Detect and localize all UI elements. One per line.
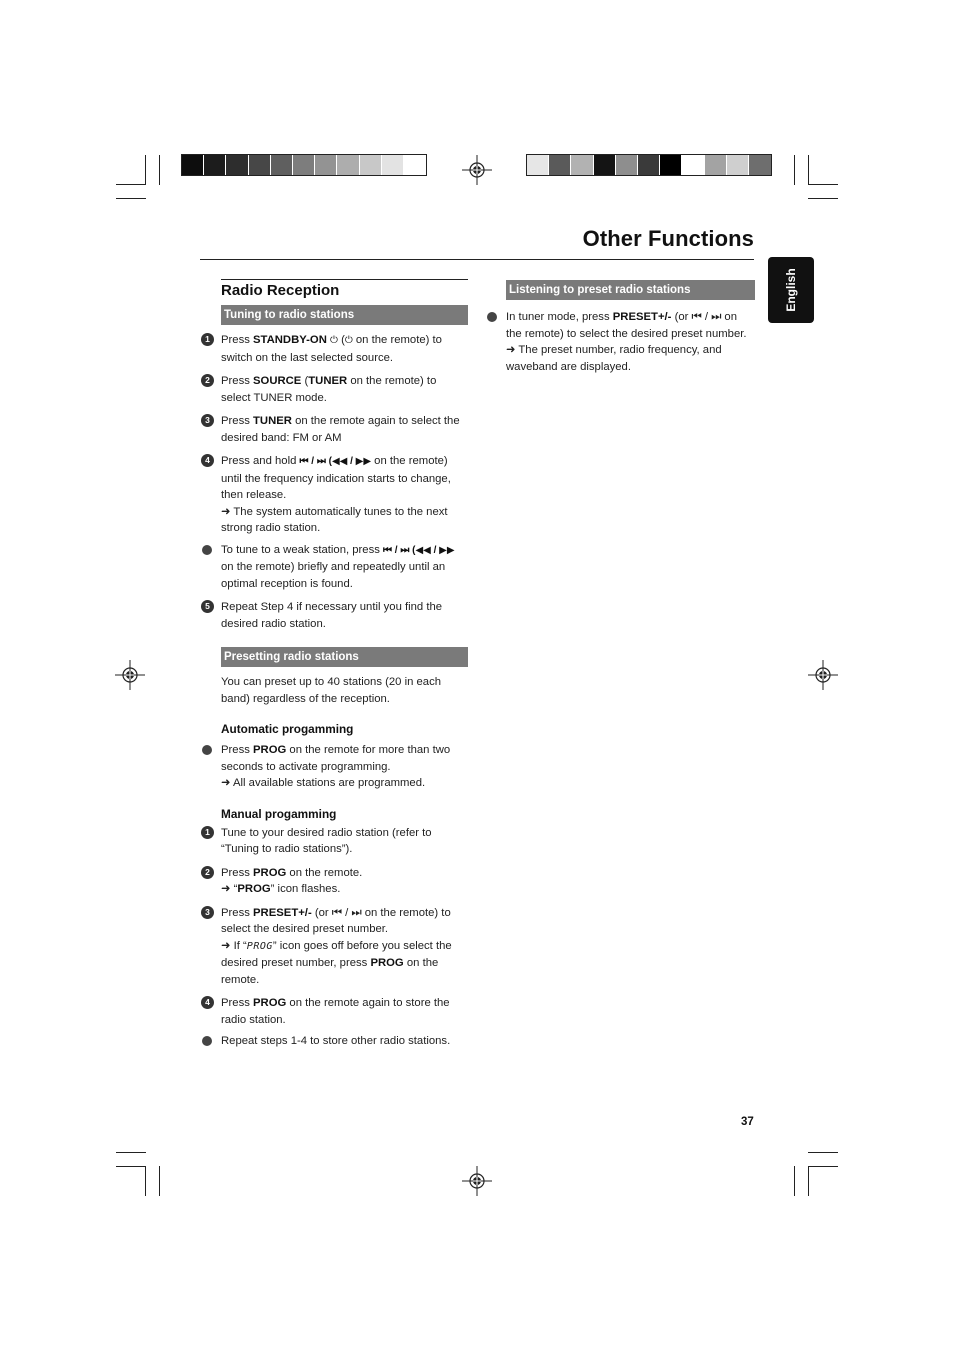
list-item <box>200 332 468 366</box>
step-text: Press TUNER on the remote again to select the desired band: FM or AM <box>221 415 460 444</box>
step-text: Press PROG on the remote. <box>221 866 363 879</box>
crop-mark <box>159 1166 160 1196</box>
calibration-swatch <box>249 155 271 175</box>
crop-mark <box>794 155 795 185</box>
list-item <box>200 865 468 898</box>
list-item <box>200 742 468 792</box>
subsection-bar-presetting: Presetting radio stations <box>221 647 468 667</box>
crop-mark <box>794 1166 795 1196</box>
calibration-bar-right <box>526 154 772 176</box>
right-column <box>485 280 755 375</box>
step-text: To tune to a weak station, press ⏮ / ⏭ (◀◀ / ▶▶ on the remote) briefly and repeatedly until an optimal reception is found. <box>221 543 455 590</box>
list-item <box>200 995 468 1028</box>
crop-mark <box>116 1166 146 1167</box>
crop-mark <box>808 198 838 199</box>
calibration-swatch <box>549 155 571 175</box>
step-marker: 1 <box>201 826 214 839</box>
step-marker: 5 <box>201 600 214 613</box>
calibration-swatch <box>382 155 404 175</box>
result-text: ➜ If “PROG” icon goes off before you select the desired preset number, press PROG on the remote. <box>221 939 452 986</box>
calibration-swatch <box>293 155 315 175</box>
key-label: TUNER <box>253 415 292 427</box>
bullet-marker <box>202 1036 212 1046</box>
calibration-swatch <box>638 155 660 175</box>
calibration-bar-left <box>181 154 427 176</box>
calibration-swatch <box>527 155 549 175</box>
skip-buttons-icon: ⏮ / ⏭ (◀◀ / ▶▶ <box>383 544 455 556</box>
list-item <box>200 825 468 858</box>
calibration-swatch <box>337 155 359 175</box>
subsection-bar-tuning: Tuning to radio stations <box>221 305 468 325</box>
subheading-manual: Manual progamming <box>221 806 337 821</box>
key-label: PROG <box>370 957 404 969</box>
intro-text: You can preset up to 40 stations (20 in each band) regardless of the reception. <box>221 676 442 705</box>
key-label: PRESET+/- <box>253 906 312 919</box>
step-text: Press STANDBY-ON ⏻ (⏻ on the remote) to switch on the last selected source. <box>221 334 442 364</box>
display-prog-text: PROG <box>246 940 273 952</box>
crop-mark <box>116 198 146 199</box>
list-item <box>200 542 468 593</box>
calibration-swatch <box>660 155 682 175</box>
calibration-swatch <box>226 155 248 175</box>
step-text: Press SOURCE (TUNER on the remote) to select TUNER mode. <box>221 375 437 404</box>
key-label: PROG <box>253 997 287 1009</box>
subsection-bar-listening: Listening to preset radio stations <box>506 280 755 300</box>
registration-target-icon <box>462 155 492 185</box>
key-label: PROG <box>237 883 271 895</box>
crop-mark <box>808 155 809 185</box>
step-text: Press PRESET+/- (or ⏮ / ⏭ on the remote) to select the desired preset number. <box>221 906 451 935</box>
calibration-swatch <box>315 155 337 175</box>
step-text: Repeat Step 4 if necessary until you find the desired radio station. <box>221 601 443 630</box>
step-text: Repeat steps 1-4 to store other radio stations. <box>221 1035 451 1047</box>
registration-target-icon <box>462 1166 492 1196</box>
step-marker: 4 <box>201 454 214 467</box>
key-label: PROG <box>253 744 287 756</box>
bullet-marker <box>202 745 212 755</box>
section-title: Radio Reception <box>221 282 340 299</box>
list-item <box>200 599 468 632</box>
bullet-marker <box>487 312 497 322</box>
list-item <box>200 373 468 406</box>
result-text: ➜ All available stations are programmed. <box>221 777 426 789</box>
crop-mark <box>808 1166 809 1196</box>
result-text: ➜ The preset number, radio frequency, and waveband are displayed. <box>506 344 722 373</box>
page-title: Other Functions <box>582 226 754 251</box>
step-marker: 3 <box>201 906 214 919</box>
step-marker: 4 <box>201 996 214 1009</box>
crop-mark <box>145 1166 146 1196</box>
calibration-swatch <box>616 155 638 175</box>
power-icon: ⏻ <box>344 335 353 346</box>
calibration-swatch <box>404 155 426 175</box>
step-marker: 2 <box>201 374 214 387</box>
crop-mark <box>808 184 838 185</box>
step-text: Press PROG on the remote again to store the radio station. <box>221 997 450 1026</box>
step-marker: 1 <box>201 333 214 346</box>
step-marker: 3 <box>201 414 214 427</box>
crop-mark <box>808 1152 838 1153</box>
calibration-swatch <box>705 155 727 175</box>
key-label: PRESET+/- <box>612 311 672 323</box>
crop-mark <box>808 1166 838 1167</box>
key-label: STANDBY-ON <box>253 334 327 346</box>
calibration-swatch <box>360 155 382 175</box>
subheading-automatic: Automatic progamming <box>221 722 354 736</box>
registration-target-icon <box>115 660 145 690</box>
title-divider <box>200 259 754 260</box>
step-text: Press PROG on the remote for more than two seconds to activate programming. <box>221 744 451 773</box>
step-marker: 2 <box>201 866 214 879</box>
calibration-swatch <box>727 155 749 175</box>
calibration-swatch <box>571 155 593 175</box>
list-item <box>200 905 468 989</box>
list-item <box>200 1033 468 1050</box>
bullet-marker <box>202 545 212 555</box>
calibration-swatch <box>682 155 704 175</box>
calibration-swatch <box>182 155 204 175</box>
language-tab <box>768 257 814 323</box>
section-divider <box>221 279 468 280</box>
list-item <box>200 413 468 446</box>
language-tab-label: English <box>784 268 798 312</box>
key-label: PROG <box>253 866 287 879</box>
calibration-swatch <box>271 155 293 175</box>
step-text: Tune to your desired radio station (refer to “Tuning to radio stations”). <box>221 826 432 855</box>
left-column <box>200 279 468 1050</box>
crop-mark <box>145 155 146 185</box>
calibration-swatch <box>594 155 616 175</box>
step-text: In tuner mode, press PRESET+/- (or ⏮ / ⏭ on the remote) to select the desired preset number. <box>506 311 747 340</box>
key-label: SOURCE <box>253 375 302 387</box>
crop-mark <box>116 184 146 185</box>
power-icon: ⏻ <box>330 335 338 346</box>
calibration-swatch <box>204 155 226 175</box>
skip-buttons-icon: ⏮ / ⏭ (◀◀ / ▶▶ <box>299 456 372 467</box>
registration-target-icon <box>808 660 838 690</box>
result-text: ➜ The system automatically tunes to the next strong radio station. <box>221 505 448 534</box>
crop-mark <box>159 155 160 185</box>
result-text: ➜ “PROG” icon flashes. <box>221 883 341 895</box>
calibration-swatch <box>749 155 771 175</box>
list-item <box>200 453 468 537</box>
page-number: 37 <box>741 1116 754 1128</box>
step-text: Press and hold ⏮ / ⏭ (◀◀ / ▶▶ on the remote) until the frequency indication starts to change, then release. <box>221 455 451 501</box>
crop-mark <box>116 1152 146 1153</box>
list-item <box>485 309 755 375</box>
key-label: TUNER <box>308 375 348 387</box>
